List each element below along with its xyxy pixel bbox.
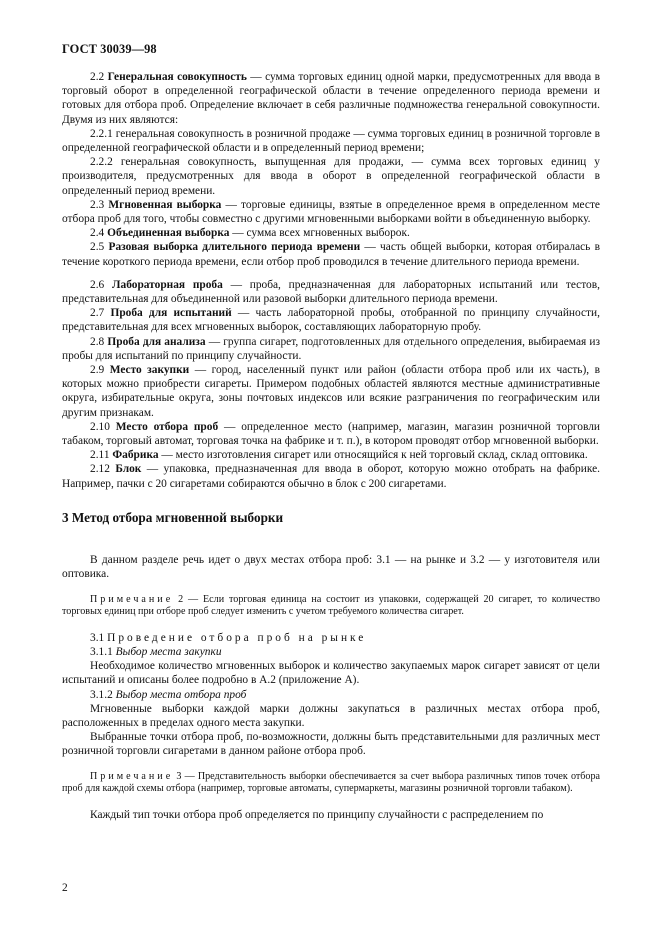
definition-2-7: 2.7 Проба для испытаний — часть лабораторной пробы, отобранной по принципу случайности, представительная для всех мгновенных выборок, составляющих лабораторную пробу. <box>62 307 600 334</box>
note-2-label: Примечание <box>90 593 174 605</box>
section-3-intro: В данном разделе речь идет о двух местах отбора проб: 3.1 — на рынке и 3.2 — у изготовителя или оптовика. <box>62 554 600 581</box>
subsection-3-1-2-para-2: Выбранные точки отбора проб, по-возможности, должны быть представительными для различных мест розничной торговли сигаретами в данном районе отбора проб. <box>62 731 600 758</box>
document-header: ГОСТ 30039—98 <box>62 42 157 56</box>
section-3-heading: 3 Метод отбора мгновенной выборки <box>62 509 284 525</box>
note-3-label: Примечание <box>90 770 174 782</box>
definition-2-2-2: 2.2.2 генеральная совокупность, выпущенная для продажи, — сумма всех торговых единиц у производителя, предусмотренных для ввода в оборот в определенной географической области в определенный период времени. <box>62 156 600 197</box>
note-3: Примечание 3 — Представительность выборки обеспечивается за счет выбора различных типов точек отбора проб для каждой схемы отбора (например, торговые автоматы, супермаркеты, магазины розничной торговли табаком). <box>62 770 600 795</box>
definition-2-10: 2.10 Место отбора проб — определенное место (например, магазин, магазин розничной торговли табаком, торговый автомат, торговая точка на фабрике и т. п.), в котором проводят отбор мгновенной выборки. <box>62 420 600 448</box>
subsection-3-1-2-para-1: Мгновенные выборки каждой марки должны закупаться в различных местах отбора проб, расположенных в пределах одного места закупки. <box>62 702 600 729</box>
page-number: 2 <box>62 882 68 894</box>
last-paragraph: Каждый тип точки отбора проб определяется по принципу случайности с распределением по <box>90 808 544 821</box>
definition-2-9: 2.9 Место закупки — город, населенный пункт или район (области отбора проб или их часть), в которых можно приобрести сигареты. Примером подобных областей являются местные административные округа, избирательные округа, зоны почтовых индексов или всякие разграничения по географическим или другим признакам. <box>62 364 600 419</box>
subsection-3-1-1-heading: 3.1.1 Выбор места закупки <box>90 645 222 658</box>
definition-2-2-1: 2.2.1 генеральная совокупность в розничной продаже — сумма торговых единиц в розничной торговле в определенной географической области и в определенный период времени; <box>62 127 600 155</box>
definition-2-3: 2.3 Мгновенная выборка — торговые единицы, взятые в определенное время в определенном месте отбора проб для того, чтобы совместно с другими мгновенными выборками войти в объединенную выборку. <box>62 198 600 226</box>
definition-2-5: 2.5 Разовая выборка длительного периода времени — часть общей выборки, которая отбиралась в течение короткого периода времени, если отбор проб проводился в течение длительного периода времени. <box>62 241 600 268</box>
definition-2-12: 2.12 Блок — упаковка, предназначенная для ввода в оборот, которую можно отобрать на фабрике. Например, пачки с 20 сигаретами собираются обычно в блок с 200 сигаретами. <box>62 463 600 490</box>
subsection-3-1-2-heading: 3.1.2 Выбор места отбора проб <box>90 688 247 701</box>
document-body <box>62 70 600 822</box>
definition-2-4: 2.4 Объединенная выборка — сумма всех мгновенных выборок. <box>90 227 410 240</box>
definition-2-11: 2.11 Фабрика — место изготовления сигарет или относящийся к ней торговый склад, склад оптовика. <box>90 449 588 462</box>
definition-2-6: 2.6 Лабораторная проба — проба, предназначенная для лабораторных испытаний или тестов, представительная для объединенной или разовой выборки длительного периода времени. <box>62 278 600 306</box>
subsection-3-1-1-text: Необходимое количество мгновенных выборок и количество закупаемых марок сигарет зависят от цели испытаний и описаны более подробно в А.2 (приложение А). <box>62 660 600 687</box>
note-2: Примечание 2 — Если торговая единица на состоит из упаковки, содержащей 20 сигарет, то количество торговых единиц при отборе проб следует изменить с учетом требуемого количества сигарет. <box>62 593 600 618</box>
definition-2-8: 2.8 Проба для анализа — группа сигарет, подготовленных для отдельного определения, выбираемая из пробы для испытаний по принципу случайности. <box>62 335 600 362</box>
definition-2-2: 2.2 Генеральная совокупность — сумма торговых единиц одной марки, предусмотренных для ввода в торговый оборот в определенной географической области в течение определенного периода времени и готовых для отбора проб. Определение включает в себя различные подмножества генеральной совокупности. Двумя из них являются: <box>62 71 600 126</box>
subsection-3-1-heading: 3.1 Проведение отбора проб на рынке <box>90 631 367 644</box>
